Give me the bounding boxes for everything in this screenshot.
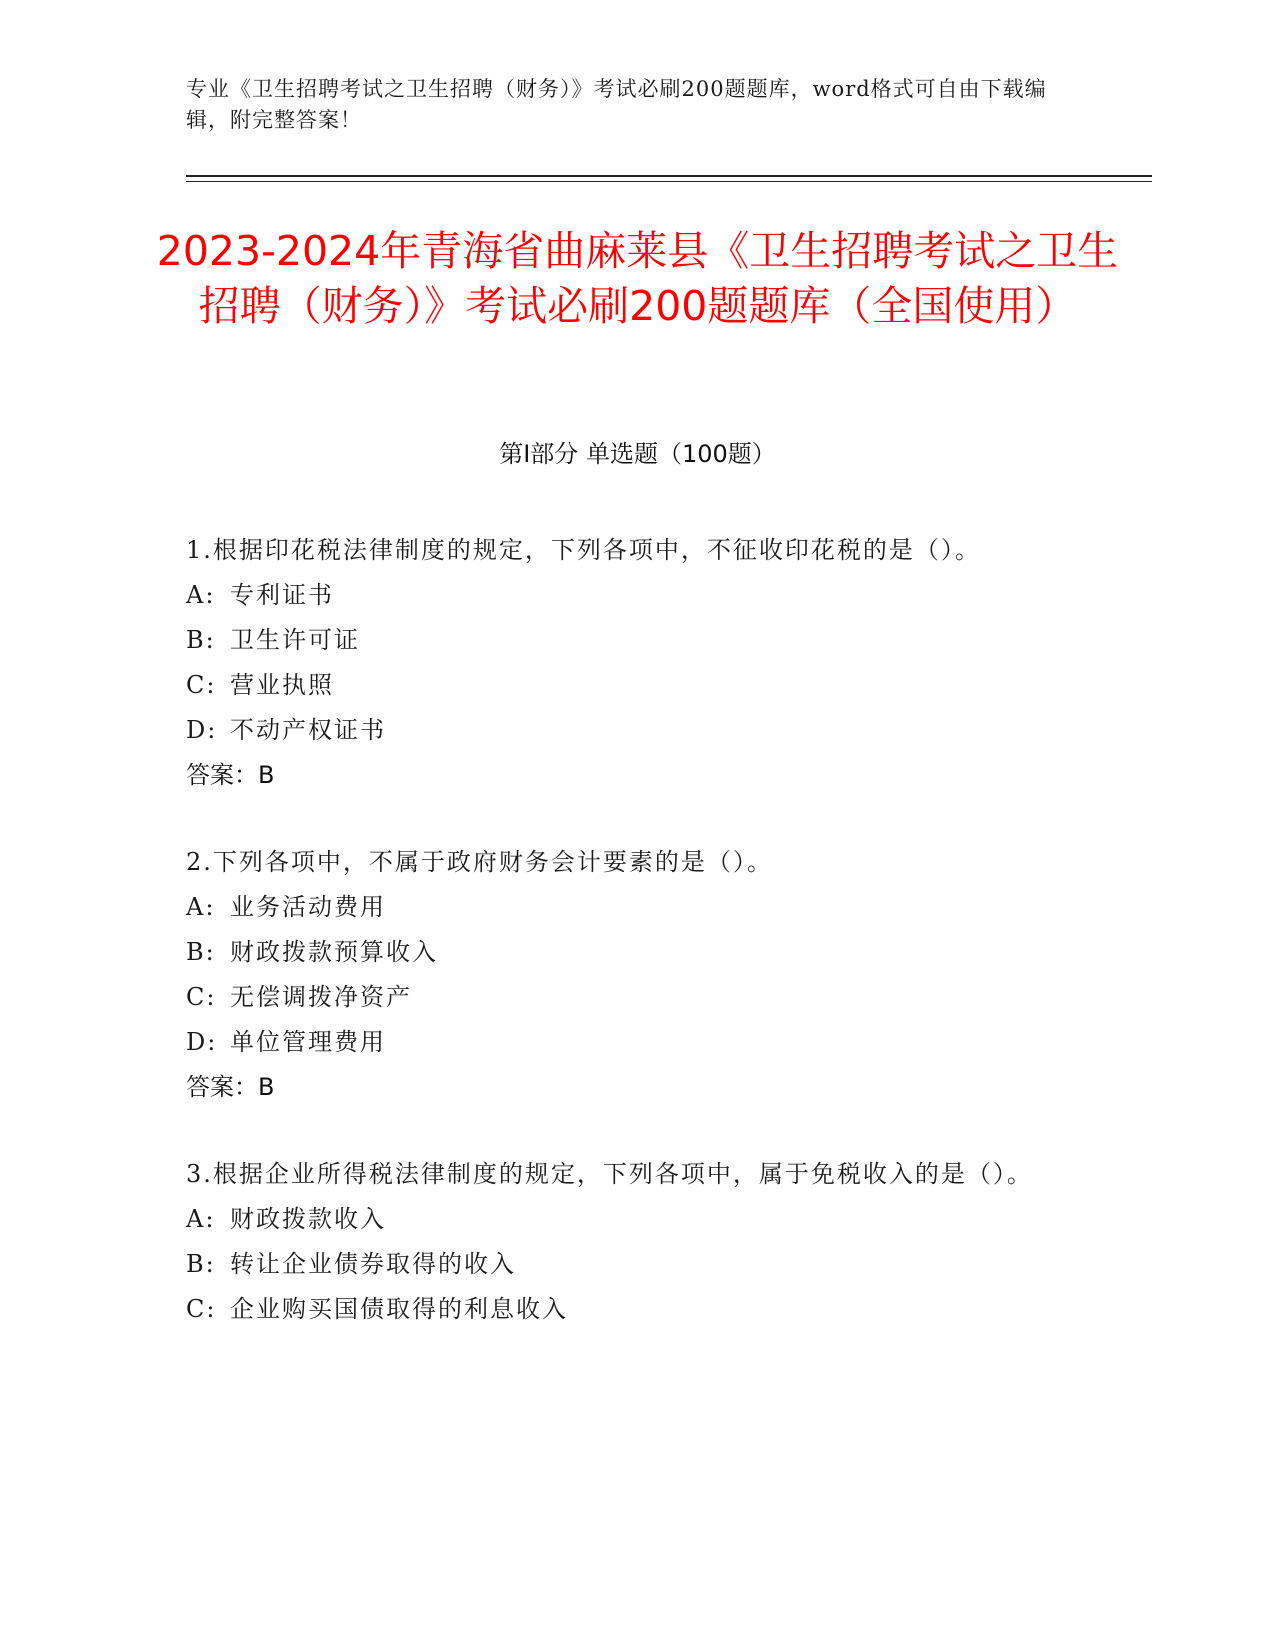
header-note: 专业《卫生招聘考试之卫生招聘（财务）》考试必刷200题题库，word格式可自由下载编辑，附完整答案！ [186,77,1047,132]
option-key: C: [186,983,217,1011]
option-key: A: [186,1205,216,1233]
option-text: 营业执照 [230,671,334,699]
option-key: D: [186,716,218,744]
option-key: B: [186,1250,216,1278]
option-key: D: [186,1028,218,1056]
question-2 [186,840,1066,1110]
option-key: A: [186,581,216,609]
option-text: 单位管理费用 [230,1028,386,1056]
option-key: C: [186,1295,217,1323]
option-key: B: [186,626,216,654]
option-c [186,975,1066,1020]
option-text: 财政拨款预算收入 [230,938,438,966]
option-b [186,618,1066,663]
option-text: 转让企业债券取得的收入 [230,1250,516,1278]
option-text: 专利证书 [230,581,334,609]
option-key: C: [186,671,217,699]
option-text: 业务活动费用 [230,893,386,921]
option-text: 企业购买国债取得的利息收入 [230,1295,568,1323]
option-text: 不动产权证书 [230,716,386,744]
option-c [186,1287,1066,1332]
question-3 [186,1152,1066,1332]
option-a [186,573,1066,618]
option-d [186,1020,1066,1065]
option-text: 卫生许可证 [230,626,360,654]
answer-line: 答案：B [186,1073,275,1101]
question-1 [186,528,1066,798]
option-b [186,1242,1066,1287]
header-rule-thin [186,181,1152,182]
option-b [186,930,1066,975]
option-text: 财政拨款收入 [230,1205,386,1233]
option-c [186,663,1066,708]
option-key: B: [186,938,216,966]
document-title: 2023-2024年青海省曲麻莱县《卫生招聘考试之卫生招聘（财务）》考试必刷200题题库（全国使用） [156,227,1119,330]
question-stem: 2.下列各项中，不属于政府财务会计要素的是（）。 [186,848,773,876]
option-a [186,1197,1066,1242]
question-list [186,528,1066,1374]
header-rule-thick [186,175,1152,177]
option-text: 无偿调拨净资产 [230,983,412,1011]
section-title: 第Ⅰ部分 单选题（100题） [499,440,776,468]
option-a [186,885,1066,930]
option-key: A: [186,893,216,921]
answer-line: 答案：B [186,761,275,789]
question-stem: 1.根据印花税法律制度的规定，下列各项中，不征收印花税的是（）。 [186,536,981,564]
option-d [186,708,1066,753]
question-stem: 3.根据企业所得税法律制度的规定，下列各项中，属于免税收入的是（）。 [186,1160,1033,1188]
